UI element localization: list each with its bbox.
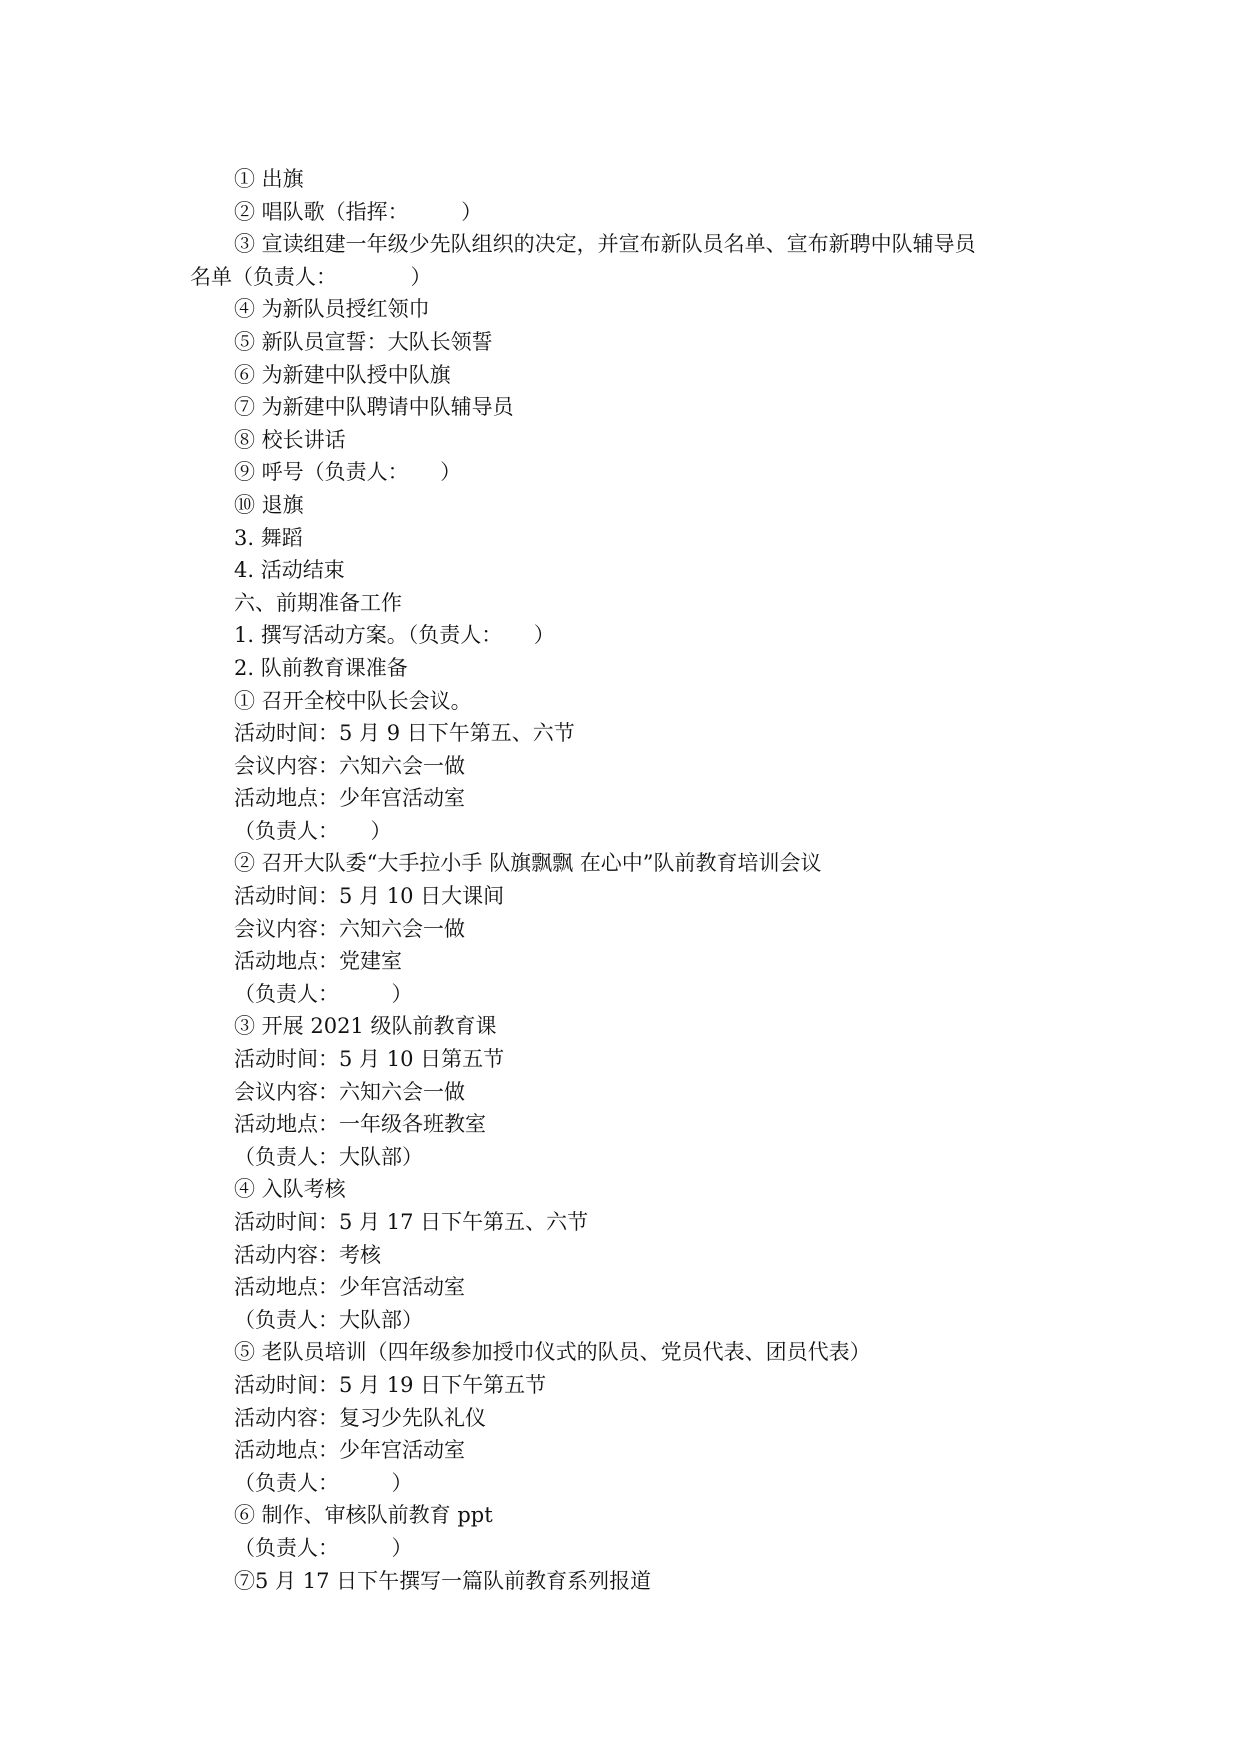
prep-item-1: 1. 撰写活动方案。（负责人： ） — [234, 623, 555, 648]
prep-subitem-3-title: ③ 开展 2021 级队前教育课 — [234, 1014, 497, 1039]
prep-item-2: 2. 队前教育课准备 — [234, 655, 408, 680]
prep-subitem-2-content: 会议内容：六知六会一做 — [234, 916, 465, 941]
ceremony-step-3: ③ 宣读组建一年级少先队组织的决定，并宣布新队员名单、宣布新聘中队辅导员 — [234, 232, 976, 257]
ceremony-step-1: ① 出旗 — [234, 167, 304, 191]
prep-subitem-1-place: 活动地点：少年宫活动室 — [234, 786, 465, 811]
ceremony-step-10: ⑩ 退旗 — [234, 492, 304, 517]
prep-subitem-4-place: 活动地点：少年宫活动室 — [234, 1275, 465, 1300]
prep-subitem-4-owner: （负责人：大队部） — [234, 1307, 423, 1332]
section-heading-6: 六、前期准备工作 — [234, 590, 402, 615]
prep-subitem-5-place: 活动地点：少年宫活动室 — [234, 1438, 465, 1463]
prep-subitem-3-place: 活动地点：一年级各班教室 — [234, 1112, 486, 1137]
prep-subitem-5-content: 活动内容：复习少先队礼仪 — [234, 1405, 486, 1430]
program-item-4: 4. 活动结束 — [234, 558, 345, 583]
prep-subitem-4-time: 活动时间：5 月 17 日下午第五、六节 — [234, 1210, 589, 1234]
prep-subitem-2-time: 活动时间：5 月 10 日大课间 — [234, 884, 505, 909]
prep-subitem-3-owner: （负责人：大队部） — [234, 1144, 423, 1169]
ceremony-step-6: ⑥ 为新建中队授中队旗 — [234, 362, 451, 387]
prep-subitem-2-place: 活动地点：党建室 — [234, 949, 402, 974]
prep-subitem-1-owner: （负责人： ） — [234, 818, 392, 843]
prep-subitem-1-time: 活动时间：5 月 9 日下午第五、六节 — [234, 721, 575, 746]
ceremony-step-9: ⑨ 呼号（负责人： ） — [234, 460, 462, 485]
ceremony-step-5: ⑤ 新队员宣誓：大队长领誓 — [234, 329, 493, 354]
prep-subitem-1-content: 会议内容：六知六会一做 — [234, 753, 465, 778]
document-body — [190, 163, 1070, 1597]
ceremony-step-4: ④ 为新队员授红领巾 — [234, 297, 430, 322]
prep-subitem-5-time: 活动时间：5 月 19 日下午第五节 — [234, 1372, 547, 1397]
ceremony-step-2: ② 唱队歌（指挥： ） — [234, 199, 483, 224]
prep-subitem-4-title: ④ 入队考核 — [234, 1177, 346, 1202]
ceremony-step-3-continued: 名单（负责人： ） — [190, 264, 432, 289]
prep-subitem-1-title: ① 召开全校中队长会议。 — [234, 688, 472, 713]
prep-subitem-2-title: ② 召开大队委“大手拉小手 队旗飘飘 在心中”队前教育培训会议 — [234, 851, 822, 876]
prep-subitem-2-owner: （负责人： ） — [234, 981, 413, 1006]
prep-subitem-5-title: ⑤ 老队员培训（四年级参加授巾仪式的队员、党员代表、团员代表） — [234, 1340, 871, 1365]
ceremony-step-7: ⑦ 为新建中队聘请中队辅导员 — [234, 395, 514, 420]
prep-subitem-7-title: ⑦5 月 17 日下午撰写一篇队前教育系列报道 — [234, 1568, 652, 1593]
prep-subitem-5-owner: （负责人： ） — [234, 1470, 413, 1495]
prep-subitem-6-title: ⑥ 制作、审核队前教育 ppt — [234, 1503, 493, 1528]
prep-subitem-3-content: 会议内容：六知六会一做 — [234, 1079, 465, 1104]
program-item-3: 3. 舞蹈 — [234, 525, 303, 550]
prep-subitem-3-time: 活动时间：5 月 10 日第五节 — [234, 1047, 505, 1072]
prep-subitem-6-owner: （负责人： ） — [234, 1535, 413, 1560]
prep-subitem-4-content: 活动内容：考核 — [234, 1242, 381, 1267]
ceremony-step-8: ⑧ 校长讲话 — [234, 427, 346, 452]
